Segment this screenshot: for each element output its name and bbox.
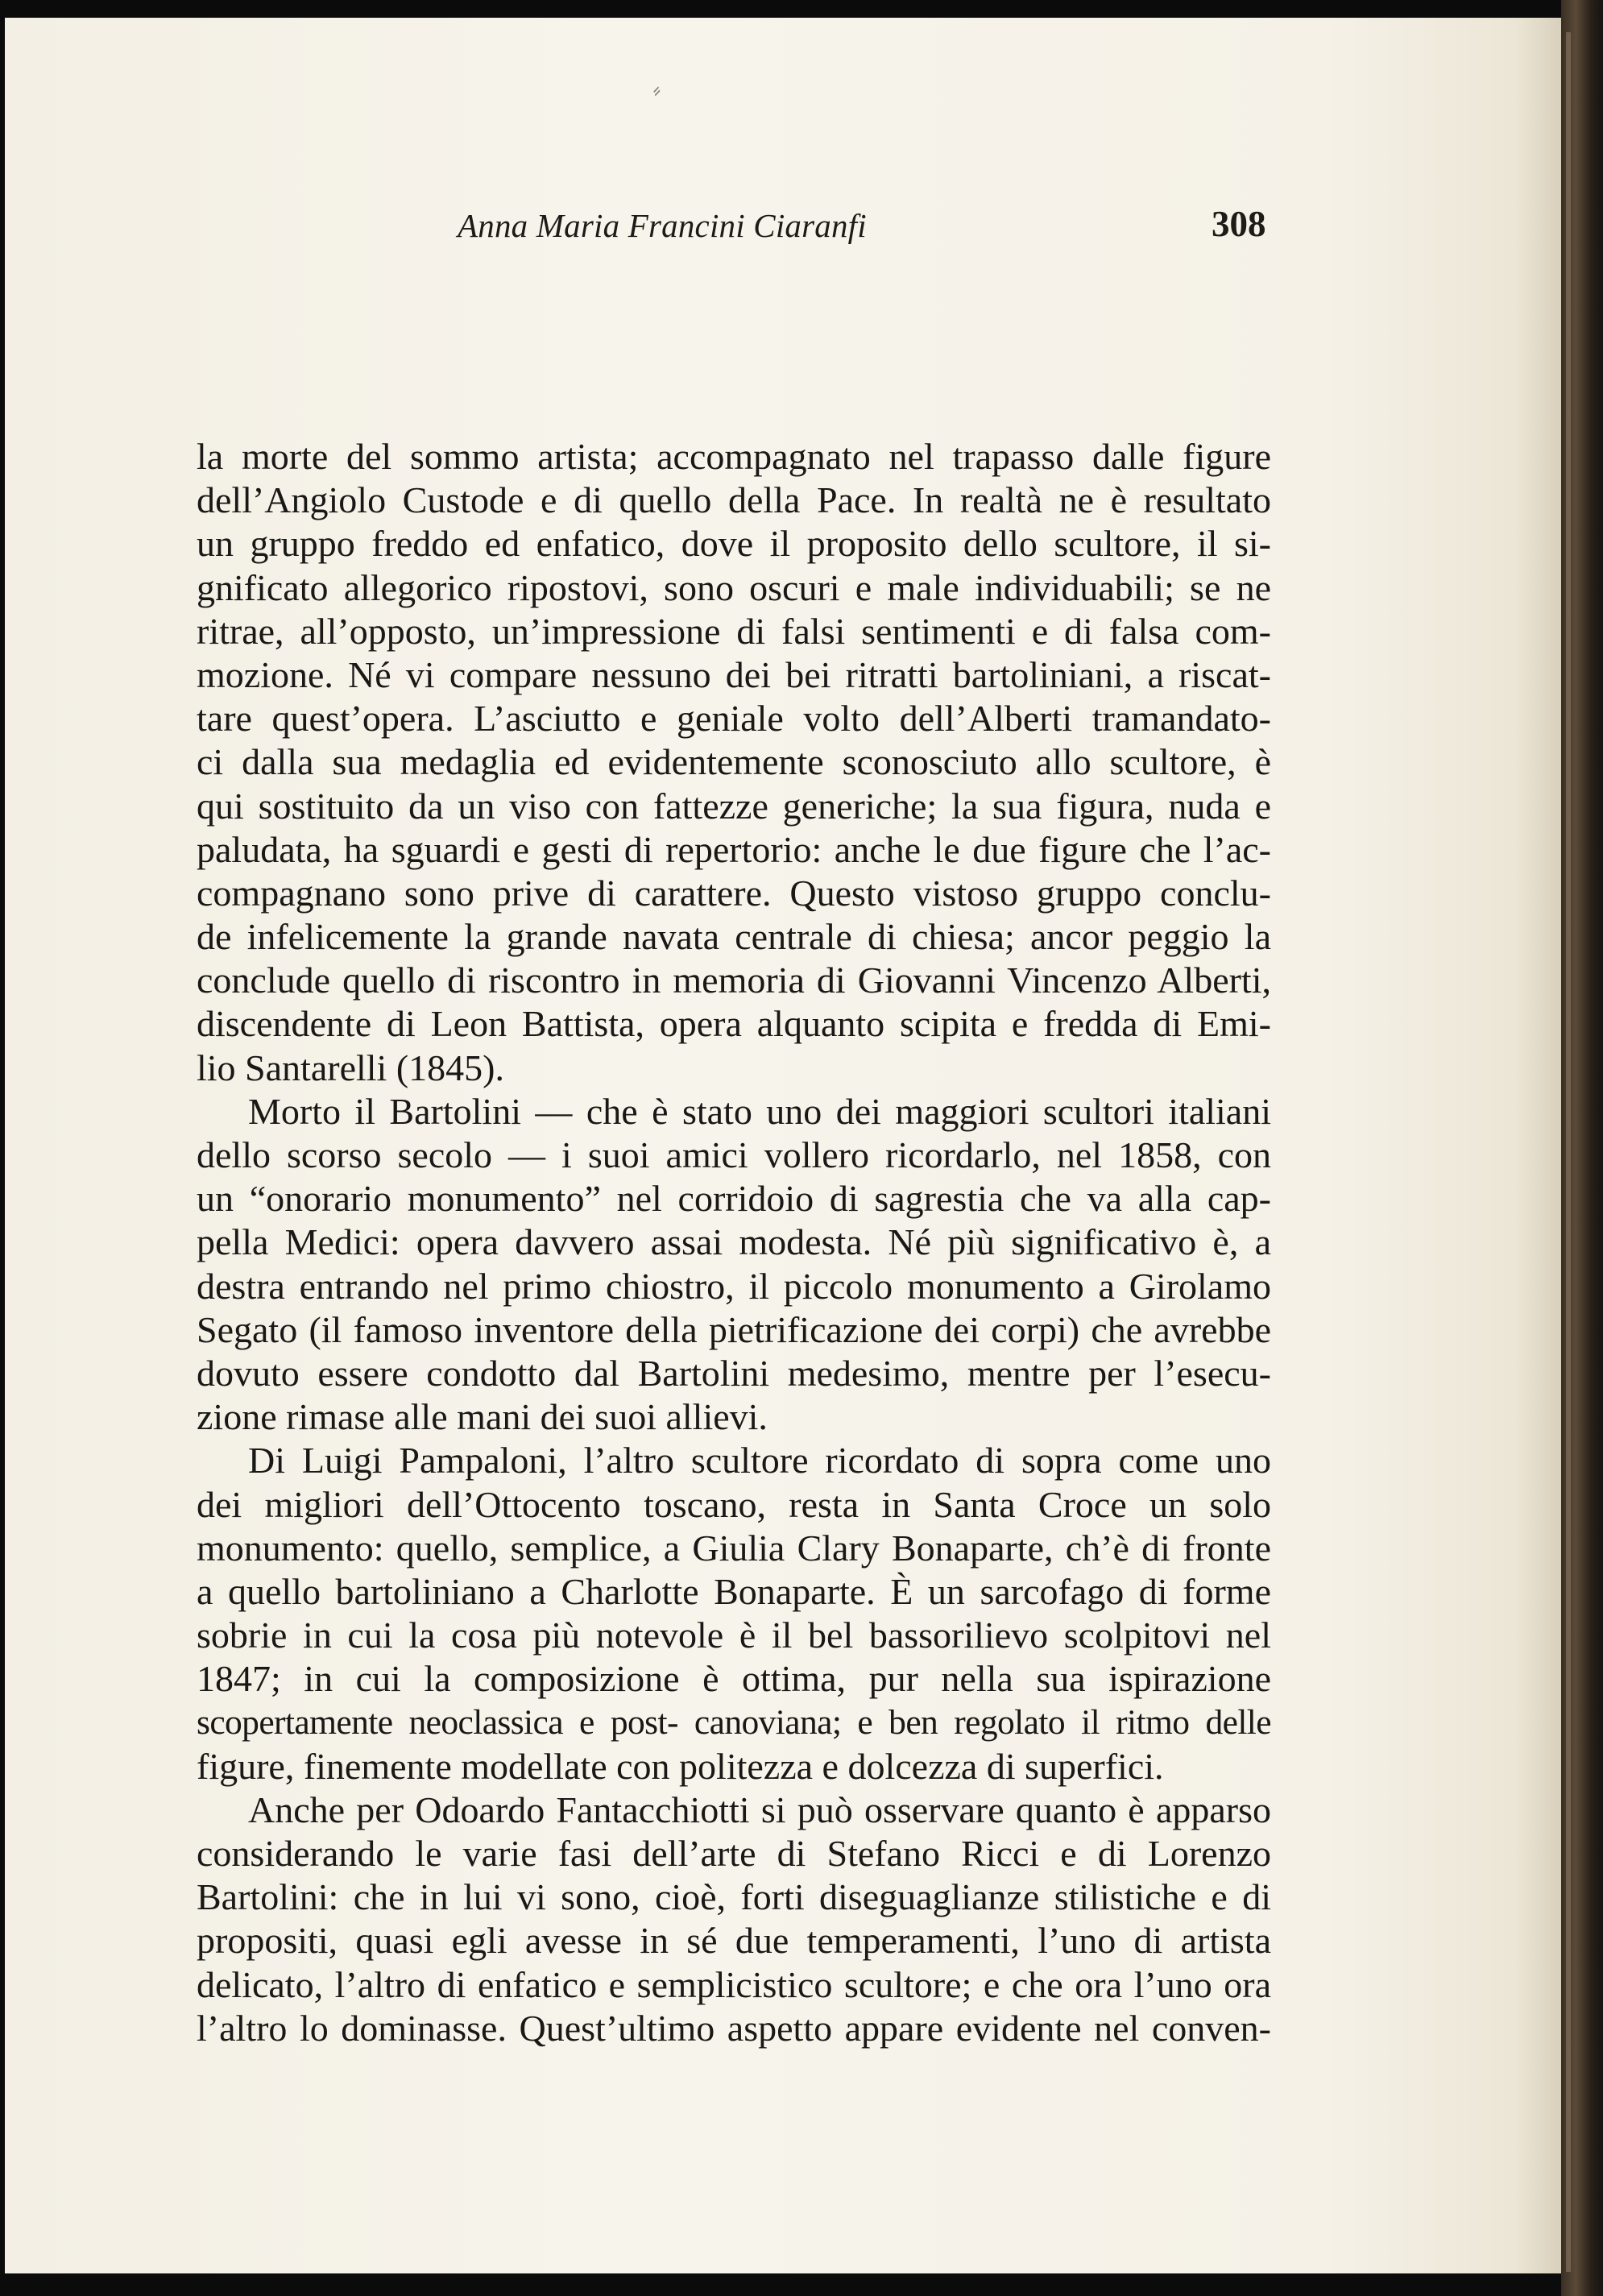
text-line: compagnano sono prive di carattere. Questo vistoso gruppo conclu- bbox=[197, 872, 1271, 914]
text-line: lio Santarelli (1845). bbox=[197, 1046, 504, 1088]
text-line: conclude quello di riscontro in memoria di Giovanni Vincenzo Alberti, bbox=[197, 959, 1271, 1001]
text-line: paludata, ha sguardi e gesti di repertorio: anche le due figure che l’ac- bbox=[197, 828, 1271, 870]
paper-mark-icon: ⸗ bbox=[648, 76, 665, 104]
text-line: dei migliori dell’Ottocento toscano, resta in Santa Croce un solo bbox=[197, 1483, 1271, 1525]
text-line: destra entrando nel primo chiostro, il piccolo monumento a Girolamo bbox=[197, 1265, 1271, 1307]
text-line: tare quest’opera. L’asciutto e geniale volto dell’Alberti tramandato- bbox=[197, 698, 1271, 740]
text-line: un gruppo freddo ed enfatico, dove il proposito dello scultore, il si- bbox=[197, 523, 1271, 565]
body-text bbox=[197, 435, 1271, 2050]
text-line: sobrie in cui la cosa più notevole è il bel bassorilievo scolpitovi nel bbox=[197, 1614, 1271, 1656]
text-line: ritrae, all’opposto, un’impressione di falsi sentimenti e di falsa com- bbox=[197, 610, 1271, 652]
text-line: Morto il Bartolini — che è stato uno dei maggiori scultori italiani bbox=[248, 1090, 1271, 1132]
text-line: ci dalla sua medaglia ed evidentemente sconosciuto allo scultore, è bbox=[197, 741, 1271, 783]
text-line: propositi, quasi egli avesse in sé due temperamenti, l’uno di artista bbox=[197, 1920, 1271, 1962]
running-head-author: Anna Maria Francini Ciaranfi bbox=[458, 207, 867, 244]
text-line: dello scorso secolo — i suoi amici vollero ricordarlo, nel 1858, con bbox=[197, 1134, 1271, 1175]
text-line: zione rimase alle mani dei suoi allievi. bbox=[197, 1396, 768, 1438]
text-line: pella Medici: opera davvero assai modesta. Né più significativo è, a bbox=[197, 1221, 1271, 1263]
text-line: gnificato allegorico ripostovi, sono oscuri e male individuabili; se ne bbox=[197, 566, 1271, 608]
text-line: l’altro lo dominasse. Quest’ultimo aspetto appare evidente nel conven- bbox=[197, 2007, 1271, 2049]
text-line: Bartolini: che in lui vi sono, cioè, forti diseguaglianze stilistiche e di bbox=[197, 1876, 1271, 1918]
text-line: Di Luigi Pampaloni, l’altro scultore ricordato di sopra come uno bbox=[248, 1440, 1271, 1482]
text-line: qui sostituito da un viso con fattezze generiche; la sua figura, nuda e bbox=[197, 785, 1271, 827]
text-line: Anche per Odoardo Fantacchiotti si può osservare quanto è apparso bbox=[248, 1788, 1271, 1830]
text-line: figure, finemente modellate con politezza e dolcezza di superfici. bbox=[197, 1745, 1164, 1787]
text-line: la morte del sommo artista; accompagnato nel trapasso dalle figure bbox=[197, 436, 1271, 477]
text-line: discendente di Leon Battista, opera alquanto scipita e fredda di Emi- bbox=[197, 1003, 1271, 1045]
text-line: monumento: quello, semplice, a Giulia Clary Bonaparte, ch’è di fronte bbox=[197, 1527, 1271, 1569]
book-edge-highlight bbox=[1566, 32, 1571, 2272]
text-line: Segato (il famoso inventore della pietrificazione dei corpi) che avrebbe bbox=[197, 1308, 1271, 1350]
text-line: de infelicemente la grande navata centrale di chiesa; ancor peggio la bbox=[197, 916, 1271, 958]
text-line: 1847; in cui la composizione è ottima, pur nella sua ispirazione bbox=[197, 1658, 1271, 1700]
text-line: un “onorario monumento” nel corridoio di sagrestia che va alla cap- bbox=[197, 1178, 1271, 1220]
text-line: dell’Angiolo Custode e di quello della Pace. In realtà ne è resultato bbox=[197, 479, 1271, 521]
text-line: dovuto essere condotto dal Bartolini medesimo, mentre per l’esecu- bbox=[197, 1352, 1271, 1394]
text-line: a quello bartoliniano a Charlotte Bonaparte. È un sarcofago di forme bbox=[197, 1570, 1271, 1612]
page-number: 308 bbox=[1212, 204, 1266, 244]
text-line: scopertamente neoclassica e post- canoviana; e ben regolato il ritmo delle bbox=[197, 1703, 1271, 1743]
text-line: delicato, l’altro di enfatico e semplicistico scultore; e che ora l’uno ora bbox=[197, 1963, 1271, 2005]
text-line: considerando le varie fasi dell’arte di Stefano Ricci e di Lorenzo bbox=[197, 1833, 1271, 1874]
text-line: mozione. Né vi compare nessuno dei bei ritratti bartoliniani, a riscat- bbox=[197, 653, 1271, 695]
